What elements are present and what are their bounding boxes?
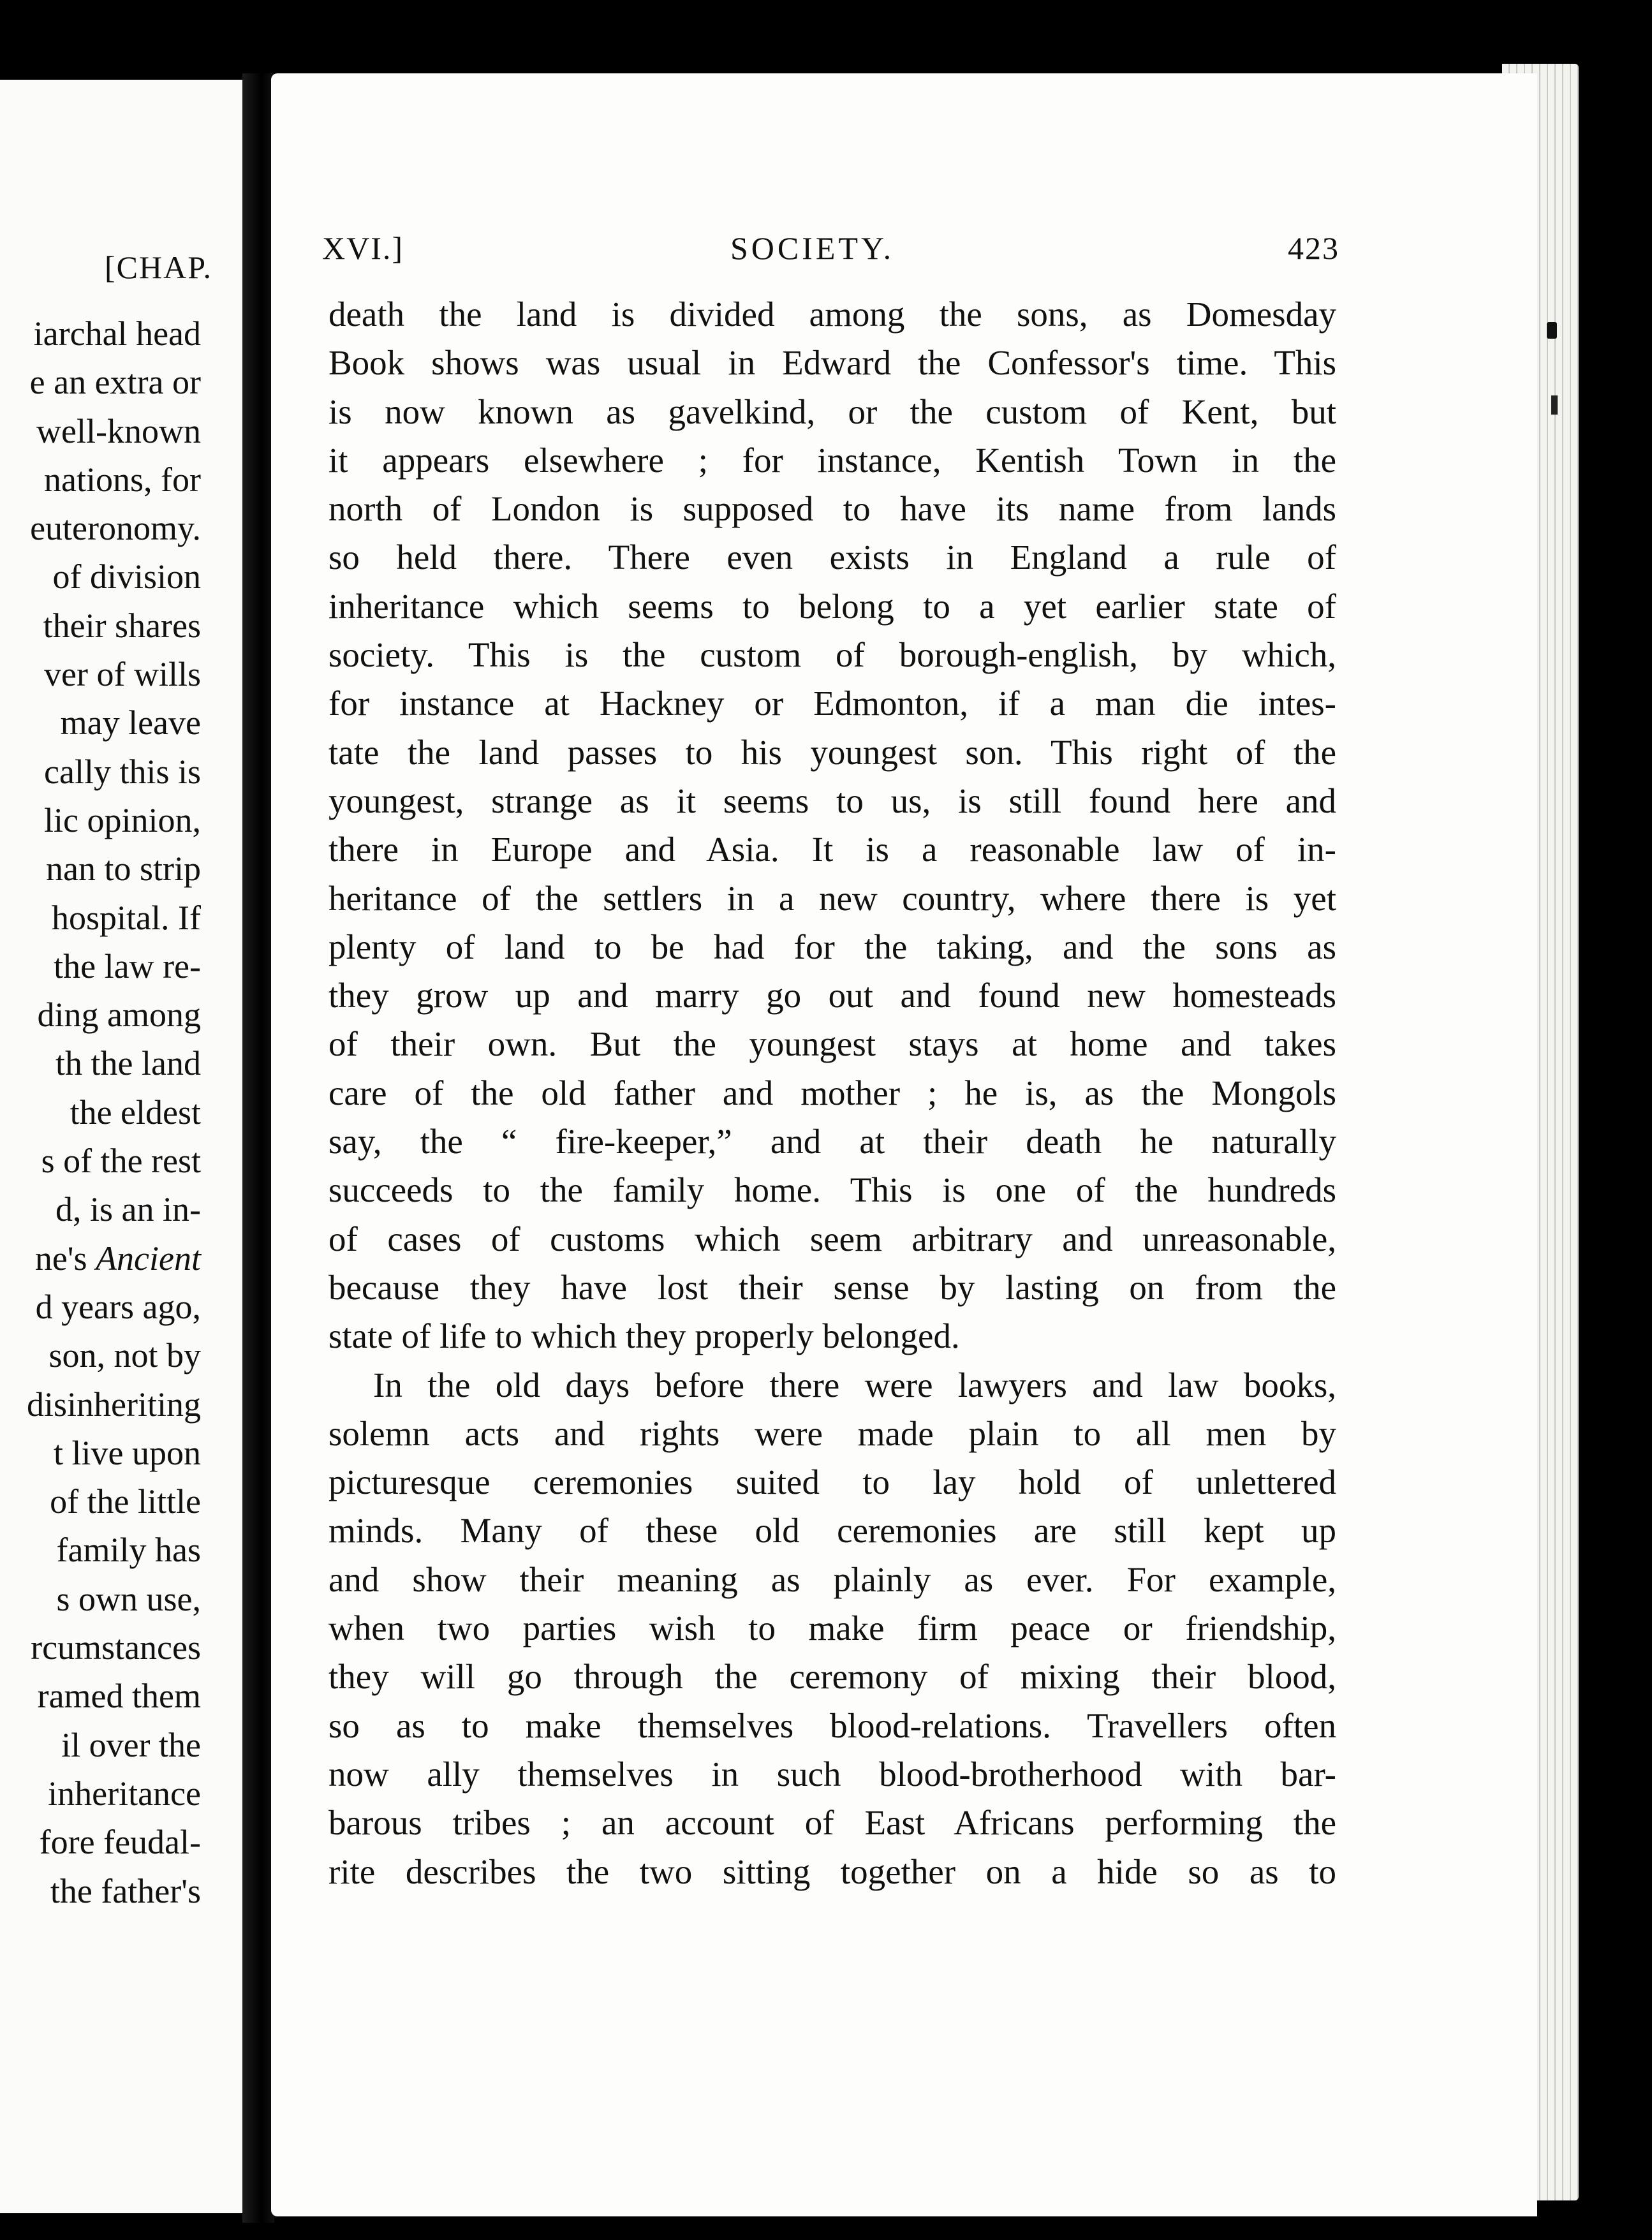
- text-line: north of London is supposed to have its name from lands: [328, 489, 1336, 529]
- scan-speck: [1551, 395, 1558, 415]
- page-title: SOCIETY.: [730, 230, 895, 266]
- left-text-line: son, not by: [48, 1336, 201, 1375]
- text-line: for instance at Hackney or Edmonton, if a man die intes-: [328, 684, 1336, 723]
- left-text-line: nan to strip: [46, 850, 201, 888]
- left-text-line: t live upon: [54, 1433, 201, 1472]
- text-line: solemn acts and rights were made plain to all men by: [328, 1413, 1336, 1453]
- chapter-label: XVI.]: [322, 230, 404, 266]
- text-line: picturesque ceremonies suited to lay hold of unlettered: [328, 1463, 1336, 1502]
- left-facing-page: [0, 80, 252, 2213]
- left-text-line: ver of wills: [44, 655, 201, 694]
- text-line: succeeds to the family home. This is one of the hundreds: [328, 1170, 1336, 1210]
- left-text-line: may leave: [60, 704, 201, 742]
- left-text-line: ne's Ancient: [34, 1239, 201, 1278]
- text-line: Book shows was usual in Edward the Confessor's time. This: [328, 343, 1336, 383]
- book-gutter: [242, 73, 274, 2223]
- left-text-line: family has: [56, 1531, 201, 1570]
- text-line: they will go through the ceremony of mixing their blood,: [328, 1657, 1336, 1697]
- text-line: and show their meaning as plainly as ever. For example,: [328, 1559, 1336, 1599]
- text-line: of their own. But the youngest stays at home and takes: [328, 1024, 1336, 1064]
- left-text-line: inheritance: [48, 1774, 201, 1813]
- text-line: say, the “ fire-keeper,” and at their death he naturally: [328, 1122, 1336, 1161]
- left-text-line: s of the rest: [41, 1142, 201, 1181]
- left-text-line: ding among: [37, 996, 201, 1035]
- left-text-line: s own use,: [56, 1579, 201, 1618]
- left-text-line: euteronomy.: [30, 509, 201, 548]
- page-number: 423: [1288, 230, 1339, 266]
- left-text-line: disinheriting: [27, 1385, 201, 1424]
- left-text-line: iarchal head: [33, 314, 201, 353]
- text-line: rite describes the two sitting together on a hide so as to: [328, 1852, 1336, 1891]
- text-line: there in Europe and Asia. It is a reasonable law of in-: [328, 830, 1336, 869]
- text-line: of cases of customs which seem arbitrary and unreasonable,: [328, 1219, 1336, 1258]
- text-line: state of life to which they properly belonged.: [328, 1316, 960, 1356]
- body-text: [328, 290, 1336, 1896]
- text-line: society. This is the custom of borough-english, by which,: [328, 635, 1336, 675]
- left-text-line: ramed them: [37, 1677, 201, 1716]
- left-text-line: their shares: [43, 606, 201, 645]
- left-text-line: nations, for: [44, 460, 201, 499]
- scan-speck: [1547, 322, 1557, 339]
- left-text-line: the father's: [50, 1871, 201, 1910]
- text-line: In the old days before there were lawyers and law books,: [373, 1365, 1336, 1404]
- text-line: inheritance which seems to belong to a yet earlier state of: [328, 586, 1336, 626]
- left-running-head: [CHAP.: [105, 249, 212, 285]
- left-text-line: fore feudal-: [39, 1823, 201, 1862]
- left-text-line: d years ago,: [35, 1287, 201, 1326]
- left-text-line: the eldest: [70, 1093, 201, 1131]
- text-line: now ally themselves in such blood-brotherhood with bar-: [328, 1754, 1336, 1794]
- left-text-line: cally this is: [44, 752, 201, 791]
- text-line: plenty of land to be had for the taking, and the sons as: [328, 927, 1336, 966]
- left-text-line: il over the: [61, 1725, 201, 1764]
- left-text-line: rcumstances: [31, 1628, 201, 1667]
- text-line: barous tribes ; an account of East Africans performing the: [328, 1803, 1336, 1843]
- running-head: [322, 230, 1339, 268]
- left-text-line: of division: [52, 557, 201, 596]
- text-line: it appears elsewhere ; for instance, Kentish Town in the: [328, 440, 1336, 480]
- text-line: so held there. There even exists in England a rule of: [328, 538, 1336, 577]
- text-line: youngest, strange as it seems to us, is still found here and: [328, 781, 1336, 820]
- text-line: is now known as gavelkind, or the custom of Kent, but: [328, 392, 1336, 431]
- text-line: death the land is divided among the sons, as Domesday: [328, 295, 1336, 334]
- left-text-line: the law re-: [54, 947, 201, 985]
- left-text-line: hospital. If: [52, 898, 201, 937]
- left-text-line: lic opinion,: [44, 800, 201, 839]
- text-line: care of the old father and mother ; he is, as the Mongols: [328, 1073, 1336, 1112]
- text-line: tate the land passes to his youngest son. This right of the: [328, 732, 1336, 772]
- left-text-line: th the land: [55, 1044, 201, 1083]
- text-line: when two parties wish to make firm peace or friendship,: [328, 1609, 1336, 1648]
- italic-word: Ancient: [96, 1239, 201, 1278]
- text-line: heritance of the settlers in a new country, where there is yet: [328, 878, 1336, 918]
- left-text-line: well-known: [36, 411, 201, 450]
- left-text-line: d, is an in-: [55, 1190, 201, 1229]
- left-text-line: e an extra or: [29, 363, 201, 402]
- text-line: they grow up and marry go out and found new homesteads: [328, 976, 1336, 1015]
- text-line: minds. Many of these old ceremonies are still kept up: [328, 1511, 1336, 1551]
- text-line: because they have lost their sense by lasting on from the: [328, 1267, 1336, 1307]
- text-line: so as to make themselves blood-relations. Travellers often: [328, 1706, 1336, 1745]
- left-page-text: [27, 309, 201, 1915]
- left-text-line: of the little: [50, 1482, 201, 1521]
